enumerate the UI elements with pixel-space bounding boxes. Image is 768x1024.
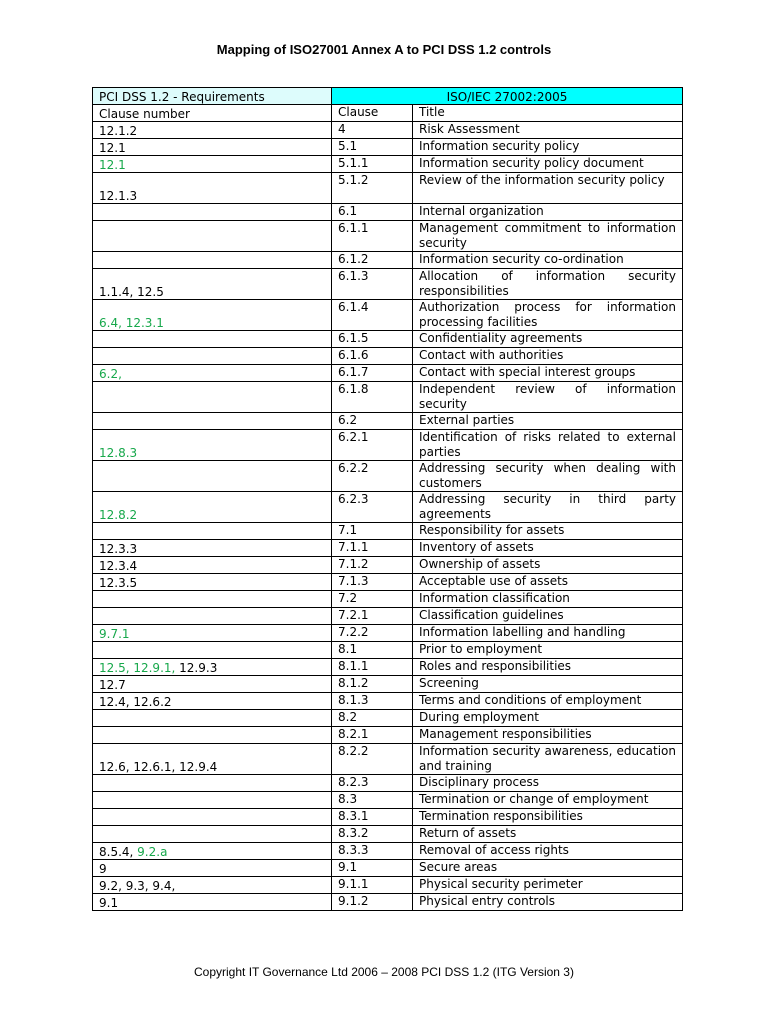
iso-clause-cell: 5.1.2 <box>332 173 413 204</box>
iso-clause-cell: 8.1.3 <box>332 693 413 710</box>
iso-title-cell: Information security policy <box>413 139 683 156</box>
iso-clause-cell: 4 <box>332 122 413 139</box>
iso-clause-cell: 9.1.2 <box>332 894 413 911</box>
iso-clause-cell: 6.1.3 <box>332 269 413 300</box>
pci-clause-cell <box>93 139 332 156</box>
mapping-table <box>92 87 683 911</box>
pci-clause-ref: 6.2, <box>99 366 122 381</box>
pci-clause-cell <box>93 557 332 574</box>
table-row <box>93 659 683 676</box>
pci-clause-ref: 12.3.3 <box>99 541 138 556</box>
iso-clause-cell: 6.1.7 <box>332 365 413 382</box>
pci-clause-cell <box>93 540 332 557</box>
pci-clause-cell <box>93 430 332 461</box>
iso-title-cell: Information security policy document <box>413 156 683 173</box>
iso-title-cell: Management commitment to information security <box>413 221 683 252</box>
pci-clause-cell <box>93 860 332 877</box>
iso-title-cell: Contact with authorities <box>413 348 683 365</box>
iso-clause-cell: 7.2 <box>332 591 413 608</box>
table-row <box>93 156 683 173</box>
iso-clause-cell: 7.2.1 <box>332 608 413 625</box>
pci-clause-cell <box>93 221 332 252</box>
pci-clause-ref: 9.1 <box>99 895 119 910</box>
header-pci-requirements: PCI DSS 1.2 - Requirements <box>93 88 332 105</box>
header-iso-standard: ISO/IEC 27002:2005 <box>332 88 683 105</box>
iso-title-cell: Review of the information security policy <box>413 173 683 204</box>
pci-clause-ref: 9.2.a <box>137 844 168 859</box>
pci-clause-ref: 12.9.3 <box>175 660 218 675</box>
iso-clause-cell: 6.1 <box>332 204 413 221</box>
pci-clause-ref: 12.1 <box>99 157 126 172</box>
pci-clause-cell <box>93 492 332 523</box>
iso-title-cell: Physical entry controls <box>413 894 683 911</box>
table-row <box>93 173 683 204</box>
pci-clause-ref: 12.8.2 <box>99 507 138 522</box>
iso-title-cell: Ownership of assets <box>413 557 683 574</box>
table-row <box>93 625 683 642</box>
pci-clause-cell <box>93 461 332 492</box>
pci-clause-ref: 8.5.4, <box>99 844 138 859</box>
pci-clause-ref: 12.5, 12.9.1, <box>99 660 176 675</box>
iso-title-cell: Information labelling and handling <box>413 625 683 642</box>
pci-clause-ref: 6.4, 12.3.1 <box>99 315 164 330</box>
pci-clause-ref: 12.1 <box>99 140 126 155</box>
pci-clause-cell <box>93 331 332 348</box>
pci-clause-cell <box>93 365 332 382</box>
table-row <box>93 523 683 540</box>
iso-clause-cell: 8.2.1 <box>332 727 413 744</box>
pci-clause-cell <box>93 693 332 710</box>
table-row <box>93 877 683 894</box>
pci-clause-cell <box>93 710 332 727</box>
iso-title-cell: Allocation of information security responsibilities <box>413 269 683 300</box>
iso-title-cell: Authorization process for information processing facilities <box>413 300 683 331</box>
pci-clause-cell <box>93 894 332 911</box>
iso-title-cell: Classification guidelines <box>413 608 683 625</box>
iso-title-cell: Identification of risks related to external parties <box>413 430 683 461</box>
table-row <box>93 413 683 430</box>
pci-clause-cell <box>93 775 332 792</box>
table-row <box>93 221 683 252</box>
pci-clause-ref: 12.6, 12.6.1, 12.9.4 <box>99 759 218 774</box>
pci-clause-cell <box>93 523 332 540</box>
pci-clause-cell <box>93 173 332 204</box>
table-row <box>93 792 683 809</box>
iso-title-cell: Acceptable use of assets <box>413 574 683 591</box>
pci-clause-ref: 12.8.3 <box>99 445 138 460</box>
iso-title-cell: Information security awareness, education and training <box>413 744 683 775</box>
pci-clause-cell <box>93 792 332 809</box>
pci-clause-cell <box>93 826 332 843</box>
iso-clause-cell: 6.1.6 <box>332 348 413 365</box>
pci-clause-cell <box>93 204 332 221</box>
pci-clause-cell <box>93 574 332 591</box>
table-row <box>93 348 683 365</box>
iso-clause-cell: 9.1 <box>332 860 413 877</box>
iso-clause-cell: 6.1.5 <box>332 331 413 348</box>
pci-clause-cell <box>93 877 332 894</box>
table-row <box>93 204 683 221</box>
table-row <box>93 809 683 826</box>
pci-clause-ref: 1.1.4, 12.5 <box>99 284 164 299</box>
pci-clause-cell <box>93 382 332 413</box>
table-row <box>93 382 683 413</box>
copyright-footer: Copyright IT Governance Ltd 2006 – 2008 PCI DSS 1.2 (ITG Version 3) <box>194 965 574 979</box>
iso-clause-cell: 6.1.2 <box>332 252 413 269</box>
table-row <box>93 860 683 877</box>
iso-title-cell: Termination or change of employment <box>413 792 683 809</box>
iso-clause-cell: 8.3.1 <box>332 809 413 826</box>
table-row <box>93 331 683 348</box>
pci-clause-cell <box>93 300 332 331</box>
table-row <box>93 676 683 693</box>
iso-clause-cell: 6.2.2 <box>332 461 413 492</box>
table-row <box>93 540 683 557</box>
iso-clause-cell: 8.1.2 <box>332 676 413 693</box>
table-row <box>93 744 683 775</box>
iso-clause-cell: 6.2.1 <box>332 430 413 461</box>
iso-title-cell: Independent review of information security <box>413 382 683 413</box>
iso-clause-cell: 8.3.2 <box>332 826 413 843</box>
iso-title-cell: Addressing security when dealing with customers <box>413 461 683 492</box>
pci-clause-ref: 12.1.3 <box>99 188 138 203</box>
pci-clause-ref: 12.3.4 <box>99 558 138 573</box>
page-title: Mapping of ISO27001 Annex A to PCI DSS 1.2 controls <box>216 42 552 57</box>
table-row <box>93 710 683 727</box>
iso-title-cell: Contact with special interest groups <box>413 365 683 382</box>
iso-clause-cell: 5.1.1 <box>332 156 413 173</box>
iso-title-cell: During employment <box>413 710 683 727</box>
pci-clause-cell <box>93 676 332 693</box>
iso-clause-cell: 8.3 <box>332 792 413 809</box>
table-row <box>93 727 683 744</box>
pci-clause-cell <box>93 809 332 826</box>
pci-clause-cell <box>93 744 332 775</box>
table-row <box>93 139 683 156</box>
column-header-clause-number: Clause number <box>93 105 332 122</box>
iso-clause-cell: 9.1.1 <box>332 877 413 894</box>
pci-clause-cell <box>93 252 332 269</box>
pci-clause-ref: 12.4, 12.6.2 <box>99 694 172 709</box>
pci-clause-cell <box>93 642 332 659</box>
iso-title-cell: Addressing security in third party agreements <box>413 492 683 523</box>
table-row <box>93 269 683 300</box>
column-header-title: Title <box>413 105 683 122</box>
iso-clause-cell: 8.3.3 <box>332 843 413 860</box>
iso-clause-cell: 7.2.2 <box>332 625 413 642</box>
iso-clause-cell: 7.1.2 <box>332 557 413 574</box>
pci-clause-ref: 12.7 <box>99 677 126 692</box>
iso-title-cell: Disciplinary process <box>413 775 683 792</box>
iso-title-cell: Roles and responsibilities <box>413 659 683 676</box>
iso-clause-cell: 8.2 <box>332 710 413 727</box>
iso-clause-cell: 6.1.1 <box>332 221 413 252</box>
iso-clause-cell: 8.2.2 <box>332 744 413 775</box>
table-header-row <box>93 88 683 105</box>
iso-clause-cell: 7.1.1 <box>332 540 413 557</box>
pci-clause-cell <box>93 608 332 625</box>
table-row <box>93 591 683 608</box>
iso-title-cell: Information classification <box>413 591 683 608</box>
iso-clause-cell: 7.1 <box>332 523 413 540</box>
iso-title-cell: Return of assets <box>413 826 683 843</box>
iso-clause-cell: 6.1.4 <box>332 300 413 331</box>
table-row <box>93 894 683 911</box>
iso-title-cell: Management responsibilities <box>413 727 683 744</box>
iso-title-cell: Removal of access rights <box>413 843 683 860</box>
iso-clause-cell: 6.2 <box>332 413 413 430</box>
table-row <box>93 300 683 331</box>
iso-clause-cell: 5.1 <box>332 139 413 156</box>
iso-title-cell: Risk Assessment <box>413 122 683 139</box>
iso-title-cell: Prior to employment <box>413 642 683 659</box>
pci-clause-cell <box>93 156 332 173</box>
pci-clause-ref: 12.1.2 <box>99 123 138 138</box>
iso-title-cell: Terms and conditions of employment <box>413 693 683 710</box>
table-row <box>93 775 683 792</box>
pci-clause-ref: 9 <box>99 861 107 876</box>
pci-clause-cell <box>93 843 332 860</box>
table-row <box>93 430 683 461</box>
table-row <box>93 826 683 843</box>
pci-clause-ref: 9.7.1 <box>99 626 130 641</box>
table-row <box>93 252 683 269</box>
iso-clause-cell: 8.1.1 <box>332 659 413 676</box>
table-row <box>93 122 683 139</box>
pci-clause-cell <box>93 122 332 139</box>
column-header-row <box>93 105 683 122</box>
iso-title-cell: Physical security perimeter <box>413 877 683 894</box>
iso-clause-cell: 7.1.3 <box>332 574 413 591</box>
table-row <box>93 461 683 492</box>
pci-clause-cell <box>93 659 332 676</box>
pci-clause-cell <box>93 727 332 744</box>
table-row <box>93 574 683 591</box>
iso-title-cell: Confidentiality agreements <box>413 331 683 348</box>
iso-title-cell: Inventory of assets <box>413 540 683 557</box>
pci-clause-cell <box>93 348 332 365</box>
iso-title-cell: External parties <box>413 413 683 430</box>
table-row <box>93 843 683 860</box>
iso-clause-cell: 6.2.3 <box>332 492 413 523</box>
iso-title-cell: Responsibility for assets <box>413 523 683 540</box>
iso-clause-cell: 8.1 <box>332 642 413 659</box>
table-row <box>93 693 683 710</box>
table-row <box>93 608 683 625</box>
iso-title-cell: Screening <box>413 676 683 693</box>
iso-title-cell: Information security co-ordination <box>413 252 683 269</box>
pci-clause-ref: 9.2, 9.3, 9.4, <box>99 878 176 893</box>
column-header-clause: Clause <box>332 105 413 122</box>
table-row <box>93 365 683 382</box>
iso-clause-cell: 8.2.3 <box>332 775 413 792</box>
iso-title-cell: Secure areas <box>413 860 683 877</box>
iso-clause-cell: 6.1.8 <box>332 382 413 413</box>
table-row <box>93 492 683 523</box>
iso-title-cell: Internal organization <box>413 204 683 221</box>
pci-clause-ref: 12.3.5 <box>99 575 138 590</box>
pci-clause-cell <box>93 591 332 608</box>
table-row <box>93 557 683 574</box>
iso-title-cell: Termination responsibilities <box>413 809 683 826</box>
pci-clause-cell <box>93 625 332 642</box>
pci-clause-cell <box>93 269 332 300</box>
pci-clause-cell <box>93 413 332 430</box>
table-row <box>93 642 683 659</box>
